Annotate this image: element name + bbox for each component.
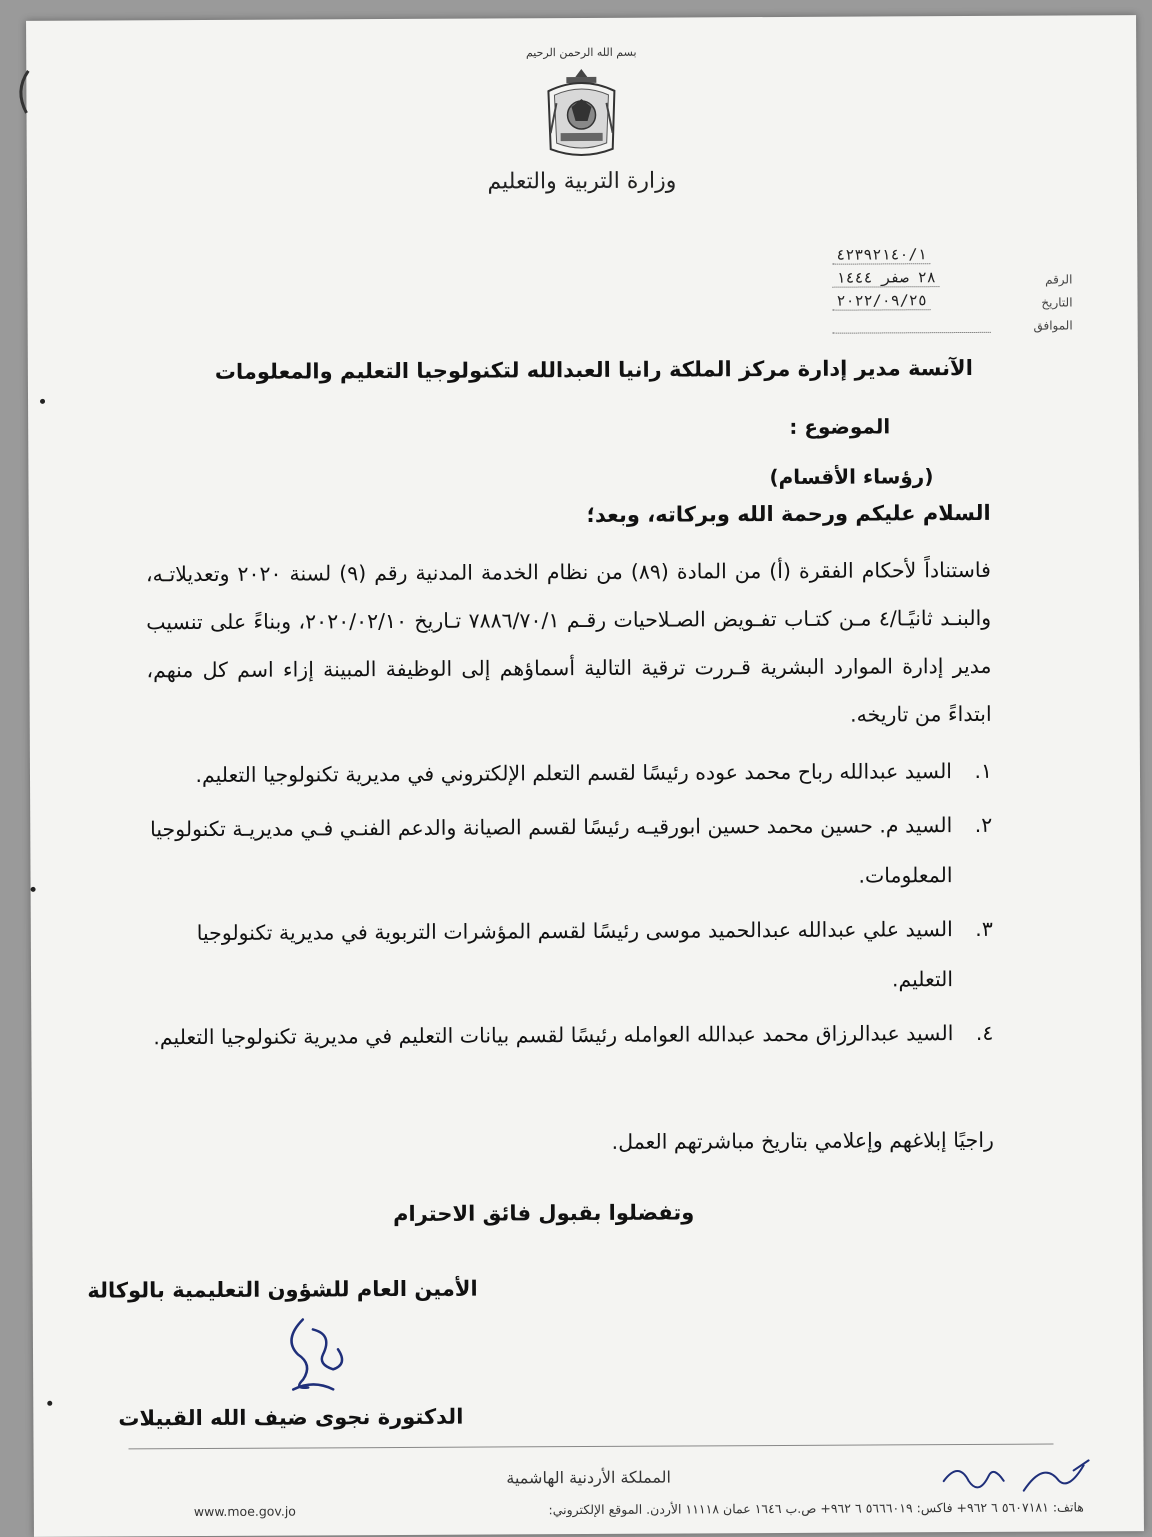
number-value: ٢٨ صفر ١٤٤٤ bbox=[832, 268, 939, 288]
subject-value: (رؤساء الأقسام) bbox=[769, 464, 934, 490]
signatory-title: الأمين العام للشؤون التعليمية بالوكالة bbox=[87, 1276, 478, 1303]
reference-block bbox=[832, 240, 1072, 333]
letter-page bbox=[26, 15, 1144, 1537]
margin-dot bbox=[47, 1401, 52, 1406]
footer-kingdom: المملكة الأردنية الهاشمية bbox=[506, 1467, 672, 1488]
footer-divider bbox=[129, 1444, 1054, 1450]
corresponding-label: الموافق bbox=[1033, 318, 1073, 333]
footer-contact bbox=[194, 1499, 1084, 1519]
margin-dot bbox=[40, 399, 45, 404]
basmala: بسم الله الرحمن الرحيم bbox=[525, 45, 637, 60]
ministry-name: وزارة التربية والتعليم bbox=[487, 168, 677, 195]
list-item: ٣. السيد علي عبدالله عبدالحميد موسى رئيسًا لقسم المؤشرات التربوية في مديرية تكنولوجيا التعليم. bbox=[196, 916, 993, 992]
number-label: الرقم bbox=[1045, 272, 1073, 287]
letter-body: فاستناداً لأحكام الفقرة (أ) من المادة (٨٩) من نظام الخدمة المدنية رقم (٩) لسنة ٢٠٢٠ وتعديلاتـه، والبنـد ثانيًـا/٤ مـن كتـاب تفـويض الصـلاحيات رقـم ٧٨٨٦/٧٠/١ تـاريخ ٢٠٢٠/٠٢/١٠، وبناءً على تنسيب مدير إدارة الموارد البشرية قـررت ترقية التالية أسماؤهم إلى الوظيفة المبينة إزاء اسم كل منهم، ابتداءً من تاريخه. bbox=[145, 557, 992, 727]
list-item: ٢. السيد م. حسين محمد حسين ابورقيـه رئيسًا لقسم الصيانة والدعم الفنـي فـي مديريـة تكنولوجيا المعلومات. bbox=[150, 812, 993, 888]
subject-label: الموضوع : bbox=[789, 414, 891, 439]
reference-code: ٤٢٣٩٢١٤٠/١ bbox=[832, 245, 930, 265]
list-item: ١. السيد عبدالله رباح محمد عوده رئيسًا لقسم التعلم الإلكتروني في مديرية تكنولوجيا التعليم. bbox=[195, 758, 993, 788]
letterhead bbox=[26, 43, 1137, 197]
closing-regards: وتفضلوا بقبول فائق الاحترام bbox=[393, 1200, 695, 1227]
date-value: ٢٠٢٢/٠٩/٢٥ bbox=[832, 291, 930, 311]
greeting: السلام عليكم ورحمة الله وبركاته، وبعد؛ bbox=[586, 500, 991, 527]
margin-dot bbox=[31, 887, 36, 892]
promotion-list bbox=[147, 746, 994, 1066]
list-item: ٤. السيد عبدالرزاق محمد عبدالله العوامله رئيسًا لقسم بيانات التعليم في مديرية تكنولوجيا التعليم. bbox=[153, 1020, 994, 1050]
closing-request: راجيًا إبلاغهم وإعلامي بتاريخ مباشرتهم العمل. bbox=[611, 1127, 994, 1154]
addressee: الآنسة مدير إدارة مركز الملكة رانيا العبدالله لتكنولوجيا التعليم والمعلومات bbox=[214, 355, 973, 384]
date-label: التاريخ bbox=[1041, 295, 1073, 310]
website-link[interactable]: www.moe.gov.jo bbox=[193, 1503, 296, 1520]
signatory-name: الدكتورة نجوى ضيف الله القبيلات bbox=[118, 1404, 464, 1431]
handwritten-signature-icon bbox=[273, 1309, 363, 1399]
contact-info: هاتف: ٥٦٠٧١٨١ ٦ ٩٦٢+ فاكس: ٥٦٦٦٠١٩ ٦ ٩٦٢+ ص.ب ١٦٤٦ عمان ١١١١٨ الأردن. الموقع الإلكتروني: bbox=[548, 1499, 1084, 1518]
jordan-coat-of-arms-icon bbox=[536, 63, 627, 163]
